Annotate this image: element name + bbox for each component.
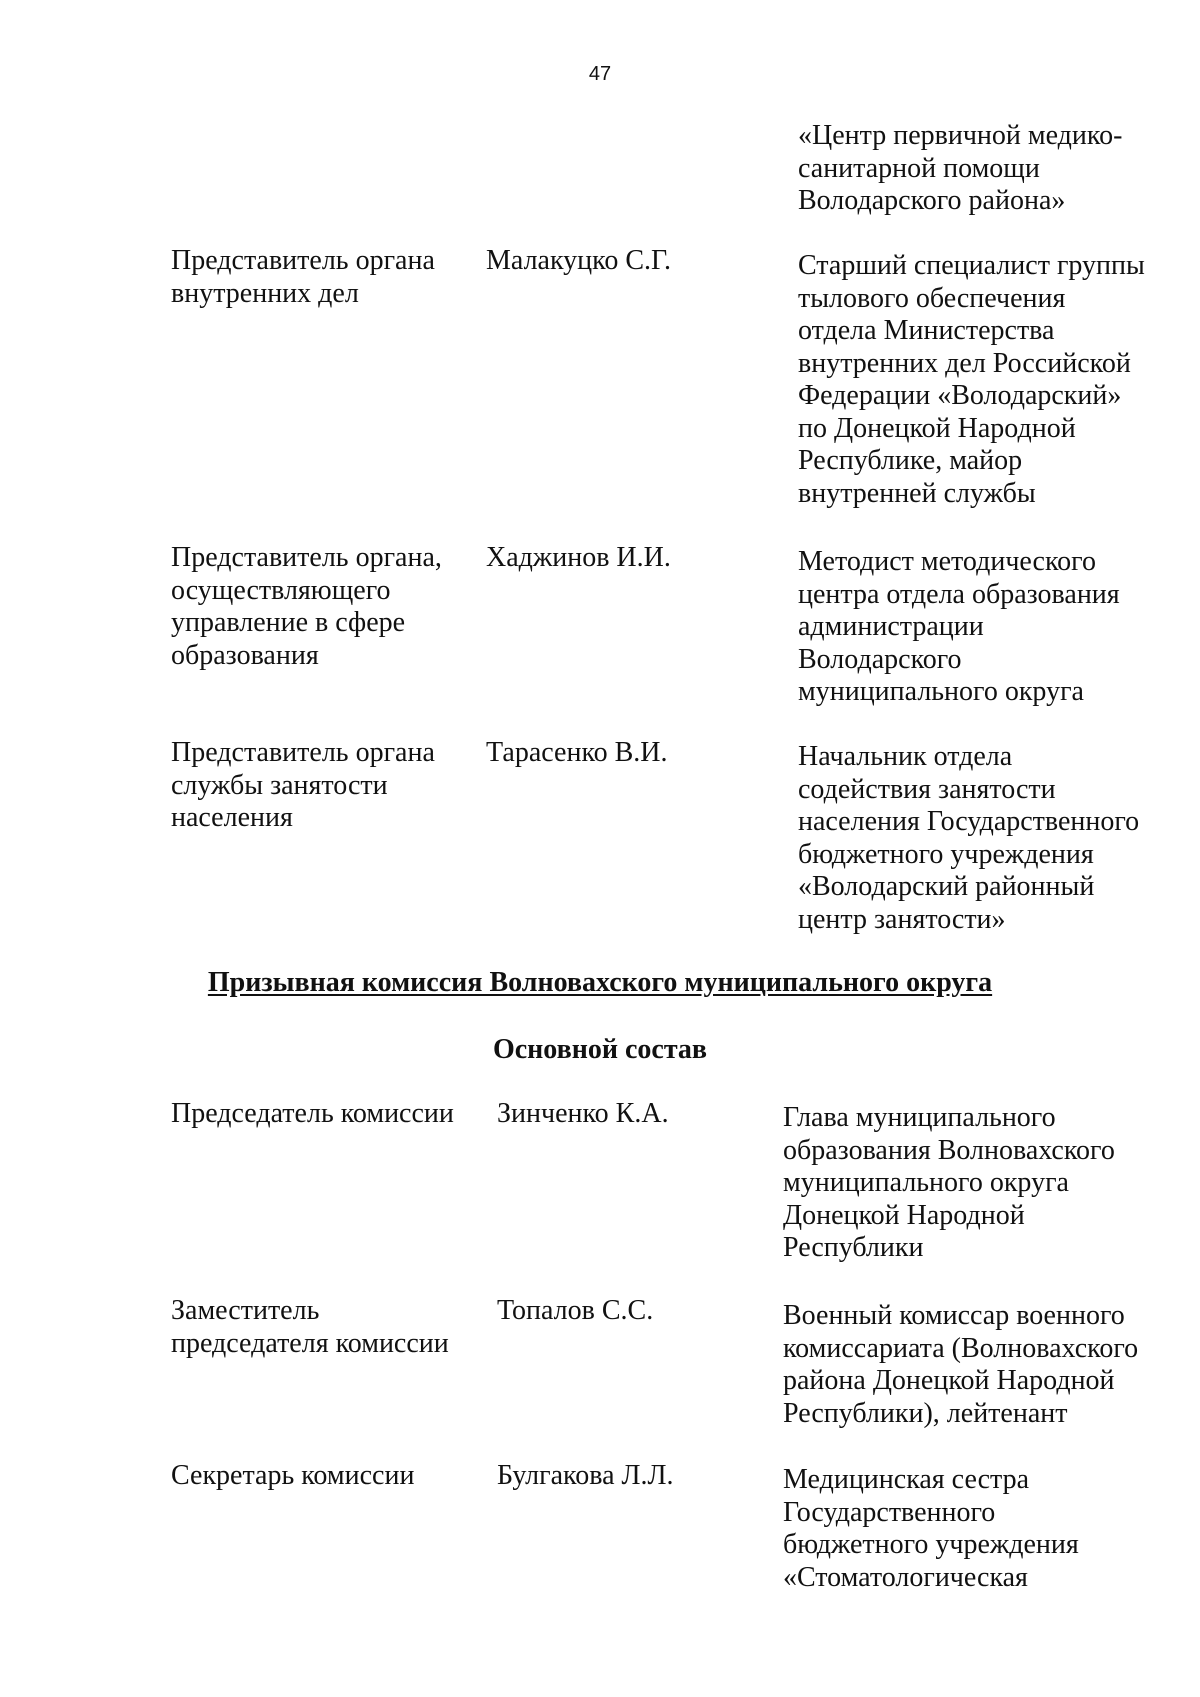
member-name: Топалов С.С. [497,1295,654,1326]
member-position: Военный комиссар военного комиссариата (Волновахского района Донецкой Народной Республики), лейтенант [783,1300,1139,1429]
member-position: Глава муниципального образования Волновахского муниципального округа Донецкой Народной Республики [783,1102,1115,1263]
member-role: Заместитель председателя комиссии [171,1295,449,1359]
member-name: Булгакова Л.Л. [497,1460,674,1491]
member-position: Медицинская сестра Государственного бюджетного учреждения «Стоматологическая [783,1464,1079,1593]
top-continuation-text: «Центр первичной медико- санитарной помощи Володарского района» [798,120,1123,216]
member-position: Старший специалист группы тылового обеспечения отдела Министерства внутренних дел Российской Федерации «Володарский» по Донецкой Народной Республике, майор внутренней службы [798,250,1145,509]
member-position: Методист методического центра отдела образования администрации Володарского муниципального округа [798,546,1120,707]
member-role: Председатель комиссии [171,1098,454,1129]
member-role: Представитель органа внутренних дел [171,245,435,309]
member-position: Начальник отдела содействия занятости населения Государственного бюджетного учреждения «Володарский районный центр занятости» [798,741,1140,935]
member-name: Зинченко К.А. [497,1098,669,1129]
member-role: Представитель органа, осуществляющего управление в сфере образования [171,542,442,671]
member-name: Хаджинов И.И. [486,542,671,573]
composition-subtitle: Основной состав [492,1034,708,1065]
member-name: Малакуцко С.Г. [486,245,672,276]
member-role: Секретарь комиссии [171,1460,415,1491]
member-role: Представитель органа службы занятости населения [171,737,435,833]
page-number: 47 [588,63,612,85]
member-name: Тарасенко В.И. [486,737,668,768]
commission-title: Призывная комиссия Волновахского муниципального округа [207,967,993,998]
